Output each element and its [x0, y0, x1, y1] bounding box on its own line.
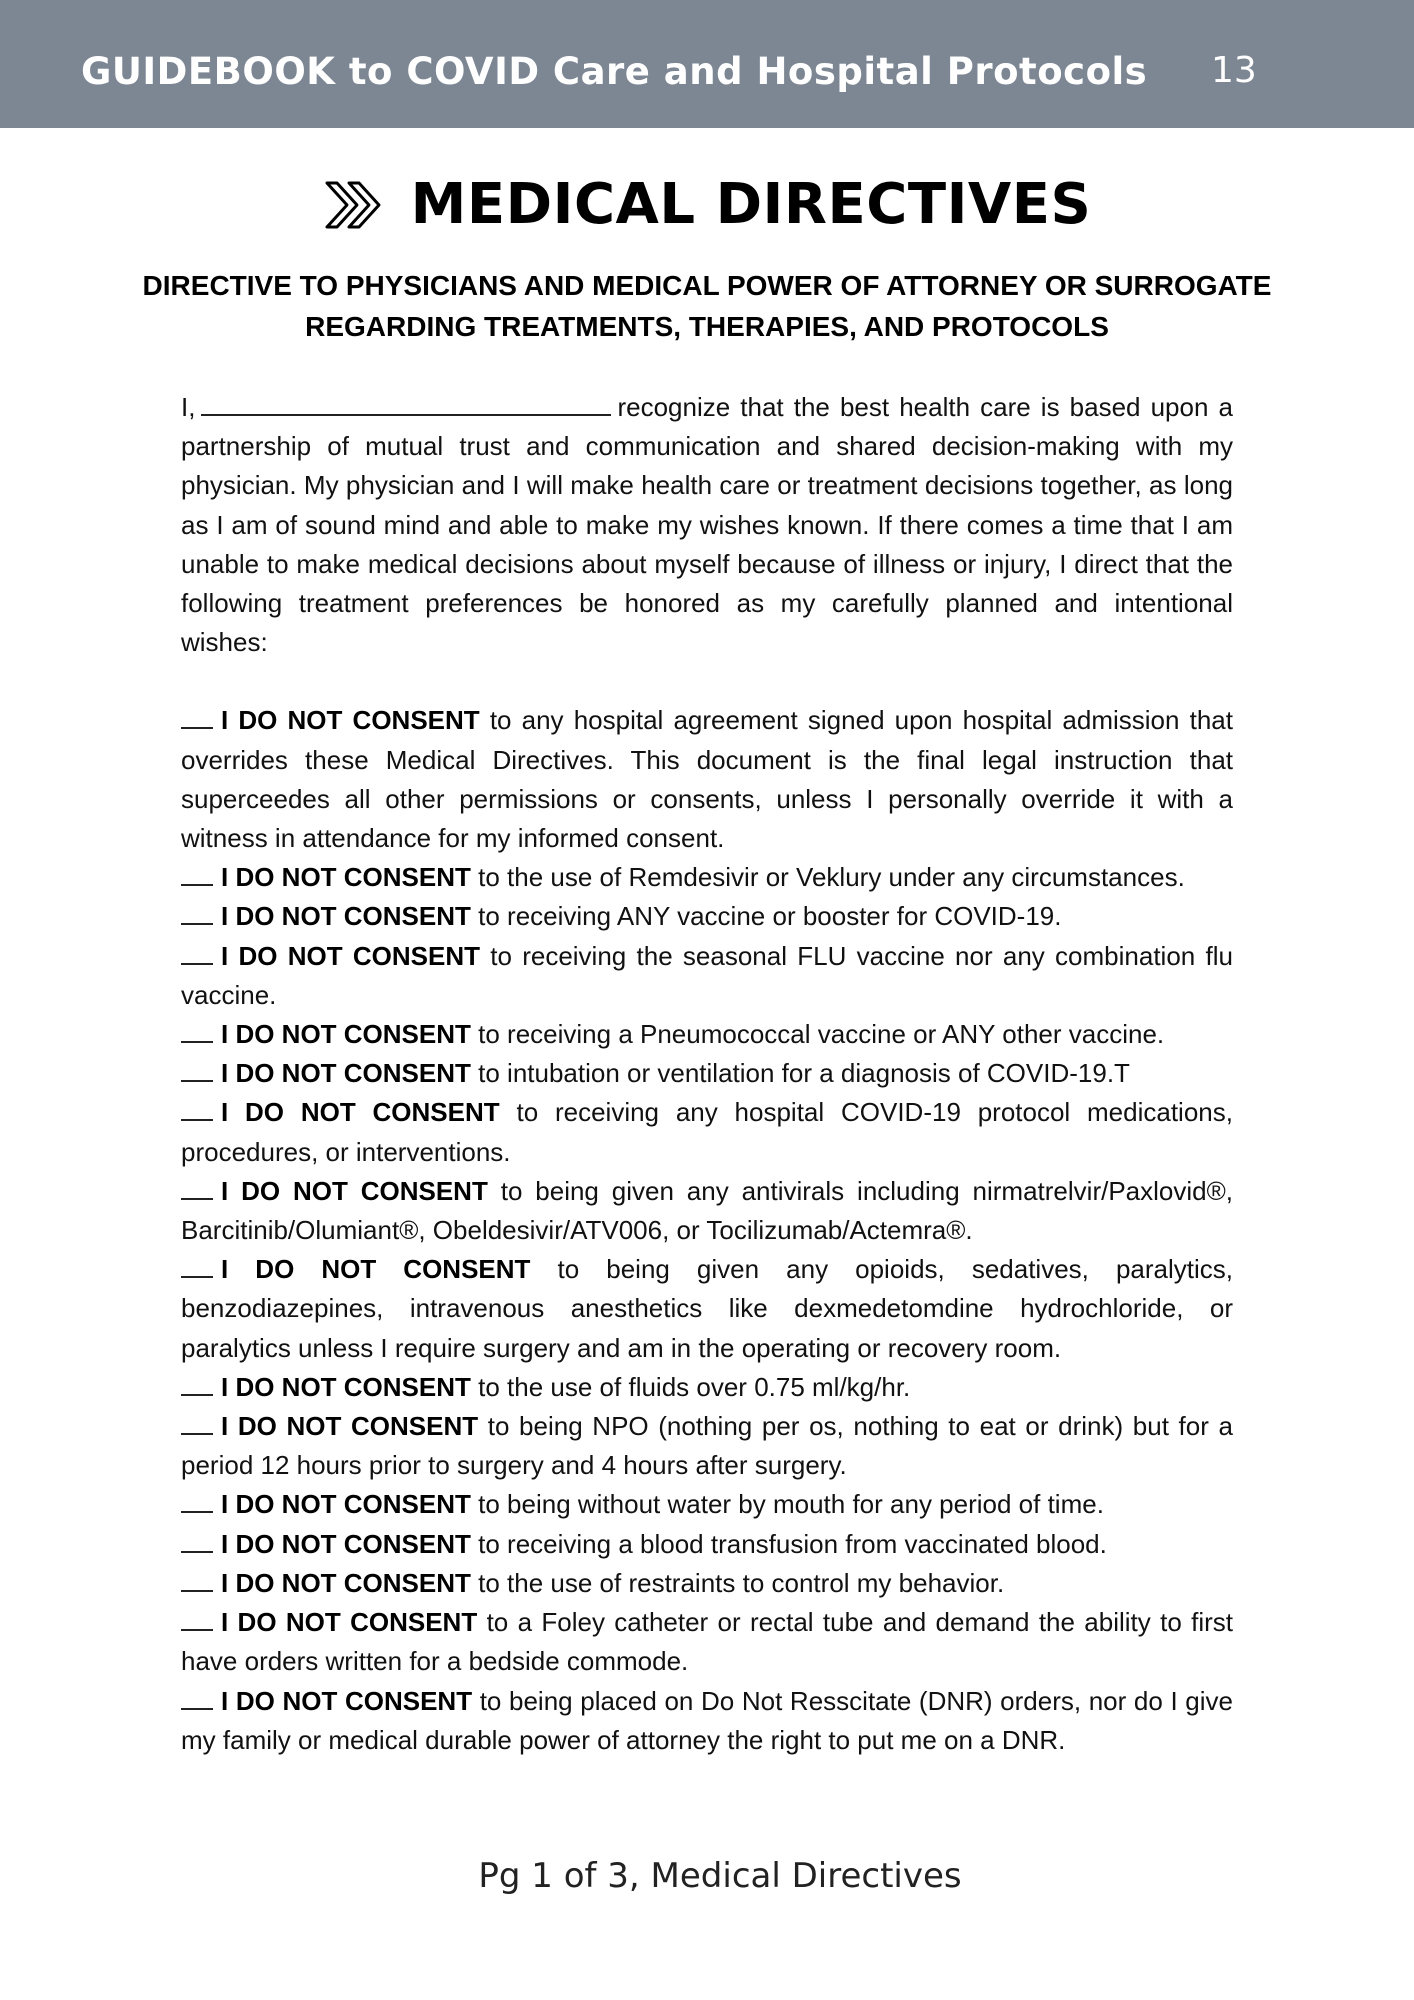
- consent-label: I DO NOT CONSENT: [221, 1371, 471, 1402]
- consent-item-text: to being given any antivirals including nirmatrelvir/Paxlovid®, Barcitinib/Olumiant®, Obeldesivir/ATV006, or Tocilizumab/Actemra®.: [181, 1175, 1233, 1246]
- initial-blank-field[interactable]: [181, 1256, 213, 1278]
- name-blank-field[interactable]: [201, 394, 611, 416]
- page-header: [0, 0, 1414, 128]
- initial-blank-field[interactable]: [181, 1099, 213, 1121]
- consent-item-text: to the use of restraints to control my behavior.: [478, 1567, 1005, 1598]
- consent-label: I DO NOT CONSENT: [221, 1175, 488, 1206]
- consent-item-text: to receiving ANY vaccine or booster for COVID-19.: [478, 901, 1062, 932]
- consent-item-text: to intubation or ventilation for a diagnosis of COVID-19.T: [478, 1058, 1130, 1089]
- initial-blank-field[interactable]: [181, 864, 213, 886]
- page-title: MEDICAL DIRECTIVES: [410, 172, 1092, 237]
- consent-label: I DO NOT CONSENT: [221, 1254, 531, 1285]
- consent-item-text: to being placed on Do Not Resscitate (DNR) orders, nor do I give my family or medical durable power of attorney the right to put me on a DNR.: [181, 1685, 1233, 1755]
- consent-item: [181, 897, 1233, 936]
- consent-item: [181, 1093, 1233, 1171]
- consent-item-text: to being NPO (nothing per os, nothing to eat or drink) but for a period 12 hours prior to surgery and 4 hours after surgery.: [181, 1411, 1233, 1481]
- initial-blank-field[interactable]: [181, 1060, 213, 1082]
- consent-item: [181, 1682, 1233, 1760]
- initial-blank-field[interactable]: [181, 1491, 213, 1513]
- document-body: [181, 388, 1233, 1760]
- consent-item-text: to receiving a blood transfusion from vaccinated blood.: [478, 1528, 1107, 1559]
- page-footer: Pg 1 of 3, Medical Directives: [478, 1856, 962, 1896]
- consent-item: [181, 858, 1233, 897]
- consent-item: [181, 1525, 1233, 1564]
- consent-label: I DO NOT CONSENT: [221, 862, 471, 893]
- header-page-number: 13: [1211, 50, 1257, 91]
- consent-label: I DO NOT CONSENT: [221, 1489, 471, 1520]
- consent-item-text: to any hospital agreement signed upon hospital admission that overrides these Medical Directives. This document is the final legal instruction that superceedes all other permissions or consents, unless I personally override it with a witness in attendance for my informed consent.: [181, 705, 1233, 854]
- initial-blank-field[interactable]: [181, 1609, 213, 1631]
- intro-prefix: I,: [181, 392, 196, 422]
- consent-item: [181, 701, 1233, 858]
- initial-blank-field[interactable]: [181, 1178, 213, 1200]
- consent-item: [181, 1485, 1233, 1524]
- consent-list: [181, 701, 1233, 1759]
- consent-item: [181, 1054, 1233, 1093]
- initial-blank-field[interactable]: [181, 1531, 213, 1553]
- intro-text: recognize that the best health care is based upon a partnership of mutual trust and communication and shared decision-making with my physician. My physician and I will make health care or treatment decisions together, as long as I am of sound mind and able to make my wishes known. If there comes a time that I am unable to make medical decisions about myself because of illness or injury, I direct that the following treatment preferences be honored as my carefully planned and intentional wishes:: [181, 392, 1233, 658]
- consent-item: [181, 1407, 1233, 1485]
- consent-item-text: to a Foley catheter or rectal tube and demand the ability to first have orders written for a bedside commode.: [181, 1607, 1233, 1677]
- consent-label: I DO NOT CONSENT: [221, 901, 471, 932]
- consent-item: [181, 1250, 1233, 1368]
- title-row: [0, 172, 1414, 237]
- consent-item-text: to receiving a Pneumococcal vaccine or ANY other vaccine.: [478, 1019, 1165, 1050]
- consent-item-text: to being given any opioids, sedatives, paralytics, benzodiazepines, intravenous anesthetics like dexmedetomdine hydrochloride, or paralytics unless I require surgery and am in the operating or recovery room.: [181, 1254, 1233, 1363]
- consent-label: I DO NOT CONSENT: [221, 1411, 479, 1442]
- initial-blank-field[interactable]: [181, 1688, 213, 1710]
- initial-blank-field[interactable]: [181, 1374, 213, 1396]
- consent-item: [181, 1172, 1233, 1250]
- consent-item: [181, 1015, 1233, 1054]
- initial-blank-field[interactable]: [181, 707, 213, 729]
- header-title: GUIDEBOOK to COVID Care and Hospital Protocols: [81, 50, 1148, 93]
- initial-blank-field[interactable]: [181, 943, 213, 965]
- consent-item-text: to being without water by mouth for any period of time.: [478, 1489, 1104, 1520]
- initial-blank-field[interactable]: [181, 903, 213, 925]
- consent-label: I DO NOT CONSENT: [221, 940, 480, 971]
- consent-item: [181, 1603, 1233, 1681]
- initial-blank-field[interactable]: [181, 1413, 213, 1435]
- consent-label: I DO NOT CONSENT: [221, 1685, 473, 1716]
- consent-label: I DO NOT CONSENT: [221, 1607, 478, 1638]
- consent-label: I DO NOT CONSENT: [221, 1058, 471, 1089]
- consent-item-text: to the use of fluids over 0.75 ml/kg/hr.: [478, 1371, 911, 1402]
- double-chevron-right-icon: [323, 179, 393, 231]
- consent-label: I DO NOT CONSENT: [221, 705, 480, 736]
- document-subtitle: DIRECTIVE TO PHYSICIANS AND MEDICAL POWER OF ATTORNEY OR SURROGATE REGARDING TREATMENTS, THERAPIES, AND PROTOCOLS: [142, 270, 1272, 342]
- consent-item-text: to receiving the seasonal FLU vaccine nor any combination flu vaccine.: [181, 940, 1233, 1010]
- consent-item: [181, 1368, 1233, 1407]
- consent-item-text: to receiving any hospital COVID-19 protocol medications, procedures, or interventions.: [181, 1097, 1233, 1167]
- intro-paragraph: [181, 388, 1233, 662]
- consent-item: [181, 937, 1233, 1015]
- consent-item: [181, 1564, 1233, 1603]
- consent-item-text: to the use of Remdesivir or Veklury under any circumstances.: [478, 862, 1185, 893]
- consent-label: I DO NOT CONSENT: [221, 1097, 500, 1128]
- consent-label: I DO NOT CONSENT: [221, 1528, 471, 1559]
- initial-blank-field[interactable]: [181, 1570, 213, 1592]
- consent-label: I DO NOT CONSENT: [221, 1019, 471, 1050]
- initial-blank-field[interactable]: [181, 1021, 213, 1043]
- consent-label: I DO NOT CONSENT: [221, 1567, 471, 1598]
